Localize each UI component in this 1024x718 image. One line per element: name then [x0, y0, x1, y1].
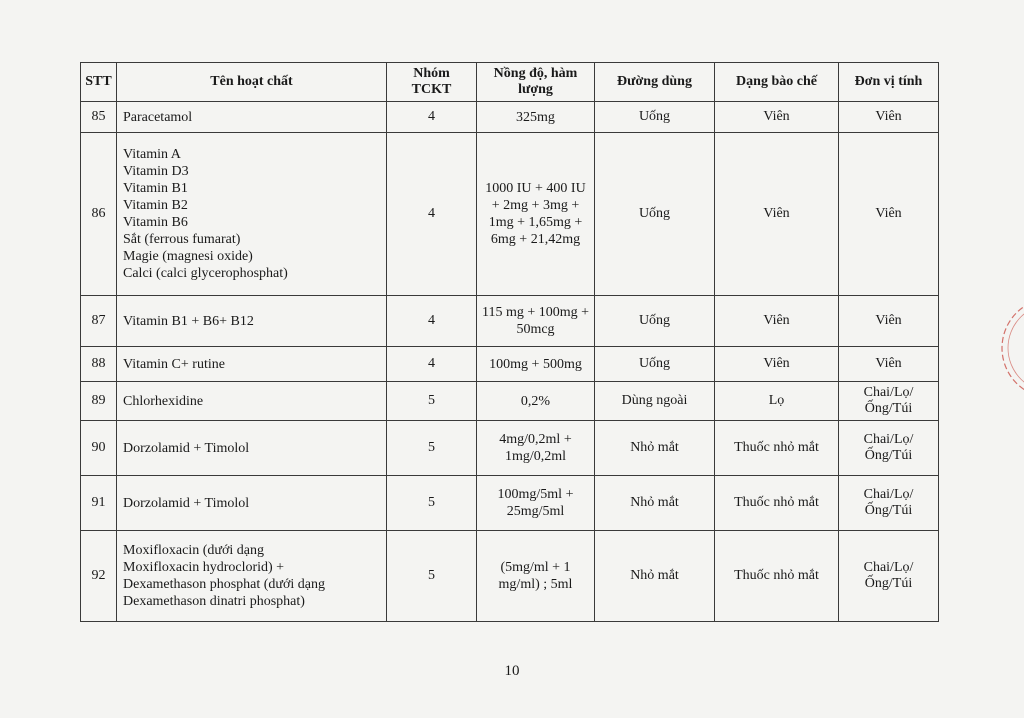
- cell-stt: 87: [81, 296, 117, 347]
- cell-concentration: [477, 421, 595, 476]
- cell-concentration-line: 100mg/5ml +: [497, 487, 574, 502]
- cell-concentration: [477, 133, 595, 296]
- header-group-line: Nhóm: [413, 66, 450, 81]
- cell-name: [117, 421, 387, 476]
- cell-concentration: [477, 476, 595, 531]
- table-row: [81, 133, 939, 296]
- cell-unit: Chai/Lọ/Ống/Túi: [839, 421, 939, 476]
- cell-name-line: Calci (calci glycerophosphat): [123, 266, 288, 281]
- table-row: [81, 531, 939, 622]
- cell-name-line: Paracetamol: [123, 109, 193, 125]
- cell-unit: Chai/Lọ/Ống/Túi: [839, 476, 939, 531]
- header-concentration-line: Nồng độ, hàm: [493, 66, 578, 81]
- cell-name-line: Dorzolamid + Timolol: [123, 495, 250, 511]
- cell-concentration-line: 115 mg + 100mg +: [481, 305, 590, 320]
- cell-name: [117, 476, 387, 531]
- cell-concentration-line: 325mg: [516, 109, 555, 125]
- cell-group: 5: [387, 382, 477, 421]
- header-route: Đường dùng: [595, 63, 715, 102]
- table-row: [81, 102, 939, 133]
- table-row: [81, 421, 939, 476]
- drug-table: [80, 62, 939, 622]
- cell-stt: 85: [81, 102, 117, 133]
- cell-name-line: Vitamin B1: [123, 181, 188, 196]
- cell-name-line: Vitamin D3: [123, 164, 189, 179]
- cell-concentration-line: 0,2%: [520, 393, 551, 409]
- cell-route: Uống: [595, 296, 715, 347]
- cell-stt: 92: [81, 531, 117, 622]
- cell-name: [117, 102, 387, 133]
- cell-name: [117, 296, 387, 347]
- cell-concentration-line: 4mg/0,2ml +: [499, 432, 572, 447]
- cell-unit: Viên: [839, 347, 939, 382]
- cell-form: Lọ: [715, 382, 839, 421]
- cell-name: [117, 531, 387, 622]
- cell-form: Thuốc nhỏ mắt: [715, 421, 839, 476]
- cell-name-line: Dorzolamid + Timolol: [123, 440, 250, 456]
- cell-concentration: [477, 382, 595, 421]
- cell-unit: Chai/Lọ/Ống/Túi: [839, 382, 939, 421]
- table-row: [81, 476, 939, 531]
- cell-form: Thuốc nhỏ mắt: [715, 531, 839, 622]
- cell-name: [117, 382, 387, 421]
- cell-concentration-line: mg/ml) ; 5ml: [498, 577, 573, 592]
- cell-concentration-line: + 2mg + 3mg +: [491, 198, 580, 213]
- cell-name-line: Moxifloxacin (dưới dạng: [123, 543, 264, 558]
- header-stt: STT: [81, 63, 117, 102]
- cell-concentration-line: 6mg + 21,42mg: [490, 232, 581, 247]
- cell-form: Viên: [715, 133, 839, 296]
- cell-route: Uống: [595, 347, 715, 382]
- cell-group: 5: [387, 531, 477, 622]
- cell-route: Dùng ngoài: [595, 382, 715, 421]
- cell-group: 4: [387, 133, 477, 296]
- cell-name-line: Dexamethason phosphat (dưới dạng: [123, 577, 326, 592]
- cell-stt: 88: [81, 347, 117, 382]
- table-row: [81, 382, 939, 421]
- cell-name: [117, 347, 387, 382]
- cell-name-line: Chlorhexidine: [123, 393, 204, 409]
- table-row: [81, 296, 939, 347]
- table-row: [81, 347, 939, 382]
- cell-concentration: [477, 347, 595, 382]
- header-group: [387, 63, 477, 102]
- cell-group: 5: [387, 421, 477, 476]
- cell-stt: 86: [81, 133, 117, 296]
- cell-group: 4: [387, 296, 477, 347]
- cell-group: 4: [387, 102, 477, 133]
- cell-concentration-line: 25mg/5ml: [506, 504, 565, 519]
- cell-unit: Viên: [839, 133, 939, 296]
- cell-concentration-line: 100mg + 500mg: [489, 356, 582, 372]
- cell-concentration-line: 1mg/0,2ml: [504, 449, 567, 464]
- cell-unit: Viên: [839, 296, 939, 347]
- cell-name-line: Vitamin C+ rutine: [123, 356, 225, 372]
- header-concentration: [477, 63, 595, 102]
- cell-unit: Viên: [839, 102, 939, 133]
- cell-name-line: Vitamin B2: [123, 198, 188, 213]
- page-number: 10: [504, 663, 520, 679]
- table-body: [81, 102, 939, 622]
- cell-stt: 91: [81, 476, 117, 531]
- stamp-seal: [990, 288, 1024, 408]
- cell-group: 4: [387, 347, 477, 382]
- cell-concentration-line: 1mg + 1,65mg +: [488, 215, 583, 230]
- cell-name-line: Moxifloxacin hydroclorid) +: [123, 560, 285, 575]
- cell-group: 5: [387, 476, 477, 531]
- cell-unit: Chai/Lọ/Ống/Túi: [839, 531, 939, 622]
- cell-form: Viên: [715, 102, 839, 133]
- stamp-ring: [990, 288, 1024, 408]
- cell-route: Nhỏ mắt: [595, 476, 715, 531]
- header-group-line: TCKT: [411, 82, 452, 97]
- cell-route: Nhỏ mắt: [595, 421, 715, 476]
- header-concentration-line: lượng: [518, 82, 553, 97]
- cell-name-line: Vitamin B6: [123, 215, 188, 230]
- cell-concentration: [477, 102, 595, 133]
- cell-route: Uống: [595, 133, 715, 296]
- header-form: Dạng bào chế: [715, 63, 839, 102]
- cell-concentration: [477, 296, 595, 347]
- cell-concentration-line: 50mcg: [516, 322, 555, 337]
- header-unit: Đơn vị tính: [839, 63, 939, 102]
- cell-name-line: Magie (magnesi oxide): [123, 249, 253, 264]
- cell-stt: 89: [81, 382, 117, 421]
- cell-name: [117, 133, 387, 296]
- cell-route: Uống: [595, 102, 715, 133]
- cell-concentration: [477, 531, 595, 622]
- header-name: Tên hoạt chất: [117, 63, 387, 102]
- cell-form: Viên: [715, 296, 839, 347]
- cell-stt: 90: [81, 421, 117, 476]
- cell-name-line: Sắt (ferrous fumarat): [123, 232, 241, 247]
- cell-concentration-line: 1000 IU + 400 IU: [485, 181, 586, 196]
- cell-concentration-line: (5mg/ml + 1: [500, 560, 571, 575]
- cell-name-line: Vitamin B1 + B6+ B12: [123, 313, 254, 329]
- cell-route: Nhỏ mắt: [595, 531, 715, 622]
- cell-form: Thuốc nhỏ mắt: [715, 476, 839, 531]
- table-header-row: [81, 63, 939, 102]
- cell-name-line: Dexamethason dinatri phosphat): [123, 594, 305, 609]
- cell-form: Viên: [715, 347, 839, 382]
- cell-name-line: Vitamin A: [123, 147, 181, 162]
